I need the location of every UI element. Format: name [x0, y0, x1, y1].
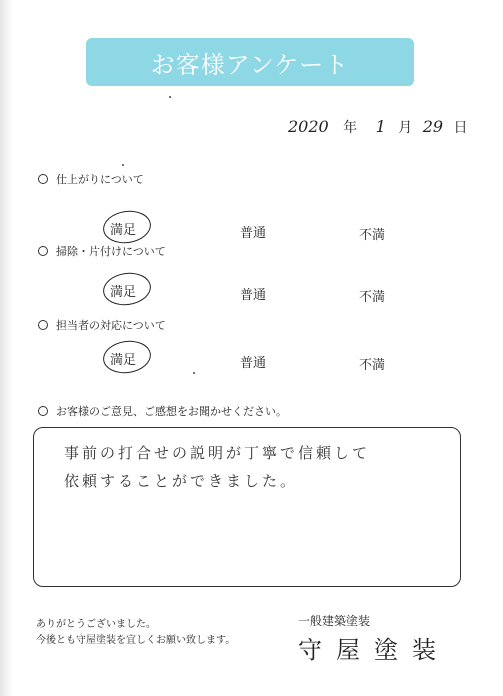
survey-date [288, 117, 468, 137]
date-day: 29 [422, 117, 444, 136]
bullet-circle-icon [38, 320, 48, 330]
option-satisfied-selected: 満足 [110, 281, 136, 300]
bullet-circle-icon [38, 406, 48, 416]
scan-page-edge [0, 0, 14, 696]
date-day-unit: 日 [453, 120, 468, 136]
option-dissatisfied: 不満 [359, 228, 386, 243]
question-staff [38, 317, 166, 333]
survey-title: お客様アンケート [150, 50, 350, 79]
question-label: 掃除・片付けについて [56, 245, 166, 258]
question-label: 担当者の対応について [56, 319, 166, 332]
question-label: 仕上がりについて [56, 173, 144, 186]
scan-speck [193, 372, 195, 374]
survey-title-banner [86, 38, 414, 86]
company-type: 一般建築塗装 [298, 614, 371, 628]
option-average: 普通 [240, 226, 267, 241]
option-dissatisfied: 不満 [359, 358, 386, 373]
date-year-unit: 年 [343, 120, 358, 136]
question-cleanup [38, 243, 166, 259]
question-finish [38, 171, 144, 187]
scan-speck [169, 96, 171, 98]
thanks-line-1: ありがとうございました。 [36, 619, 156, 630]
date-month: 1 [375, 117, 386, 136]
option-satisfied-selected: 満足 [110, 349, 136, 368]
question-comments [38, 403, 287, 419]
bullet-circle-icon [38, 174, 48, 184]
option-average: 普通 [240, 288, 267, 303]
company-name: 守屋塗装 [298, 636, 450, 664]
option-average: 普通 [240, 356, 267, 371]
comment-box [33, 427, 461, 587]
scan-speck [122, 164, 124, 166]
date-month-unit: 月 [398, 120, 413, 136]
question-label: お客様のご意見、ご感想をお聞かせください。 [56, 405, 287, 418]
date-year: 2020 [288, 117, 329, 136]
thanks-line-2: 今後とも守屋塗装を宜しくお願い致します。 [36, 635, 236, 646]
option-satisfied-selected: 満足 [110, 219, 136, 238]
comment-line-2: 依頼することができました。 [64, 472, 299, 490]
option-dissatisfied: 不満 [359, 290, 386, 305]
bullet-circle-icon [38, 246, 48, 256]
thanks-message [36, 617, 235, 649]
comment-line-1: 事前の打合せの説明が丁寧で信頼して [64, 444, 371, 462]
